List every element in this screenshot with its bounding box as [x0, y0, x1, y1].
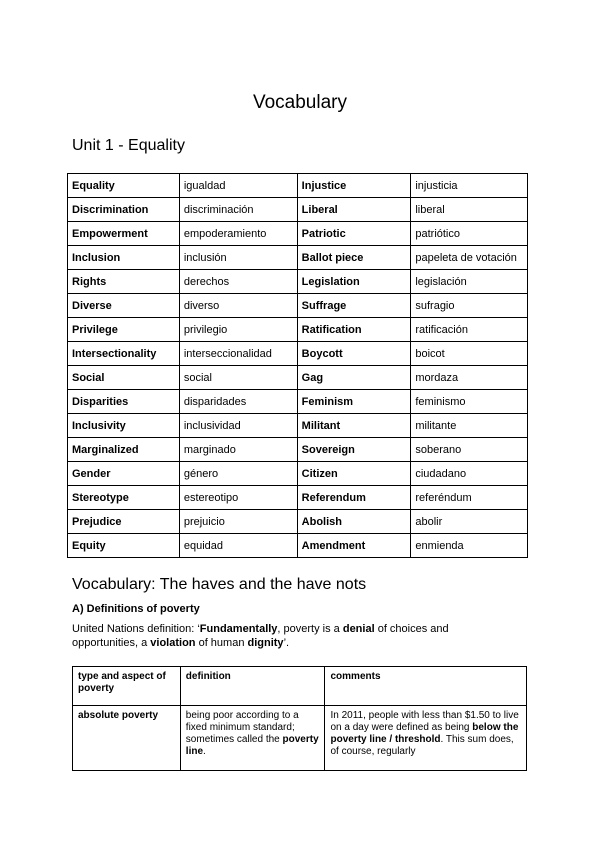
- table-row: [68, 342, 528, 366]
- english-term: Referendum: [297, 486, 411, 510]
- comment-end: . This sum does, of course, regularly: [330, 734, 514, 757]
- english-term: Militant: [297, 414, 411, 438]
- spanish-translation: feminismo: [411, 390, 528, 414]
- comment-text: In 2011, people with less than $1.50 to live on a day were defined as being: [330, 710, 519, 733]
- english-term: Amendment: [297, 534, 411, 558]
- table-row: [68, 222, 528, 246]
- spanish-translation: género: [179, 462, 297, 486]
- header-type: type and aspect of poverty: [73, 667, 181, 706]
- english-term: Equality: [68, 174, 180, 198]
- english-term: Intersectionality: [68, 342, 180, 366]
- spanish-translation: derechos: [179, 270, 297, 294]
- english-term: Ratification: [297, 318, 411, 342]
- english-term: Rights: [68, 270, 180, 294]
- table-row: [68, 414, 528, 438]
- para-bold: Fundamentally: [199, 623, 278, 635]
- table-row: [68, 534, 528, 558]
- spanish-translation: papeleta de votación: [411, 246, 528, 270]
- english-term: Legislation: [297, 270, 411, 294]
- definition-end: .: [203, 746, 206, 757]
- spanish-translation: discriminación: [179, 198, 297, 222]
- spanish-translation: social: [179, 366, 297, 390]
- poverty-definitions-table: [72, 666, 527, 771]
- english-term: Social: [68, 366, 180, 390]
- english-term: Ballot piece: [297, 246, 411, 270]
- unit2-heading: Vocabulary: The haves and the have nots: [72, 576, 367, 593]
- english-term: Diverse: [68, 294, 180, 318]
- english-term: Prejudice: [68, 510, 180, 534]
- english-term: Sovereign: [297, 438, 411, 462]
- definition-bold: poverty line: [185, 734, 319, 757]
- table-row: [68, 390, 528, 414]
- spanish-translation: empoderamiento: [179, 222, 297, 246]
- para-text: ’.: [283, 637, 290, 649]
- english-term: Boycott: [297, 342, 411, 366]
- table-row: [68, 318, 528, 342]
- table-row: [68, 246, 528, 270]
- table-row: [73, 706, 527, 771]
- para-text: of choices and opportunities, a: [72, 623, 449, 649]
- spanish-translation: boicot: [411, 342, 528, 366]
- para-bold: denial: [342, 623, 375, 635]
- spanish-translation: sufragio: [411, 294, 528, 318]
- english-term: Discrimination: [68, 198, 180, 222]
- table-row: [68, 462, 528, 486]
- spanish-translation: ciudadano: [411, 462, 528, 486]
- spanish-translation: estereotipo: [179, 486, 297, 510]
- spanish-translation: disparidades: [179, 390, 297, 414]
- spanish-translation: referéndum: [411, 486, 528, 510]
- spanish-translation: liberal: [411, 198, 528, 222]
- spanish-translation: patriótico: [411, 222, 528, 246]
- cell-type: [73, 706, 181, 771]
- english-term: Inclusivity: [68, 414, 180, 438]
- spanish-translation: militante: [411, 414, 528, 438]
- table-row: [68, 294, 528, 318]
- english-term: Patriotic: [297, 222, 411, 246]
- english-term: Inclusion: [68, 246, 180, 270]
- spanish-translation: injusticia: [411, 174, 528, 198]
- english-term: Suffrage: [297, 294, 411, 318]
- unit1-heading: Unit 1 - Equality: [72, 137, 185, 154]
- spanish-translation: inclusión: [179, 246, 297, 270]
- spanish-translation: privilegio: [179, 318, 297, 342]
- english-term: Injustice: [297, 174, 411, 198]
- spanish-translation: marginado: [179, 438, 297, 462]
- spanish-translation: diverso: [179, 294, 297, 318]
- vocabulary-table: [67, 173, 528, 558]
- section-subheading: A) Definitions of poverty: [72, 603, 200, 615]
- english-term: Stereotype: [68, 486, 180, 510]
- cell-comments: [325, 706, 527, 771]
- spanish-translation: igualdad: [179, 174, 297, 198]
- english-term: Equity: [68, 534, 180, 558]
- header-comments: comments: [325, 667, 527, 706]
- type-label: absolute poverty: [78, 710, 159, 721]
- spanish-translation: enmienda: [411, 534, 528, 558]
- para-text: , poverty is a: [277, 623, 343, 635]
- comment-bold: below the poverty line / threshold: [330, 722, 519, 745]
- spanish-translation: abolir: [411, 510, 528, 534]
- definition-text: being poor according to a fixed minimum standard; sometimes called the: [185, 710, 299, 745]
- table-header-row: [73, 667, 527, 706]
- page-title: Vocabulary: [252, 92, 347, 113]
- english-term: Disparities: [68, 390, 180, 414]
- english-term: Marginalized: [68, 438, 180, 462]
- table-row: [68, 198, 528, 222]
- para-bold: violation: [150, 637, 196, 649]
- english-term: Gender: [68, 462, 180, 486]
- table-row: [68, 486, 528, 510]
- spanish-translation: interseccionalidad: [179, 342, 297, 366]
- para-bold: dignity: [247, 637, 284, 649]
- english-term: Citizen: [297, 462, 411, 486]
- table-row: [68, 174, 528, 198]
- spanish-translation: legislación: [411, 270, 528, 294]
- english-term: Empowerment: [68, 222, 180, 246]
- para-text: of human: [195, 637, 248, 649]
- english-term: Privilege: [68, 318, 180, 342]
- english-term: Abolish: [297, 510, 411, 534]
- header-definition: definition: [180, 667, 325, 706]
- spanish-translation: soberano: [411, 438, 528, 462]
- spanish-translation: equidad: [179, 534, 297, 558]
- spanish-translation: mordaza: [411, 366, 528, 390]
- cell-definition: [180, 706, 325, 771]
- spanish-translation: ratificación: [411, 318, 528, 342]
- table-row: [68, 438, 528, 462]
- table-row: [68, 510, 528, 534]
- table-row: [68, 270, 528, 294]
- un-definition-paragraph: [72, 622, 472, 650]
- spanish-translation: prejuicio: [179, 510, 297, 534]
- english-term: Feminism: [297, 390, 411, 414]
- spanish-translation: inclusividad: [179, 414, 297, 438]
- english-term: Gag: [297, 366, 411, 390]
- table-row: [68, 366, 528, 390]
- para-text: United Nations definition: ‘: [72, 623, 200, 635]
- english-term: Liberal: [297, 198, 411, 222]
